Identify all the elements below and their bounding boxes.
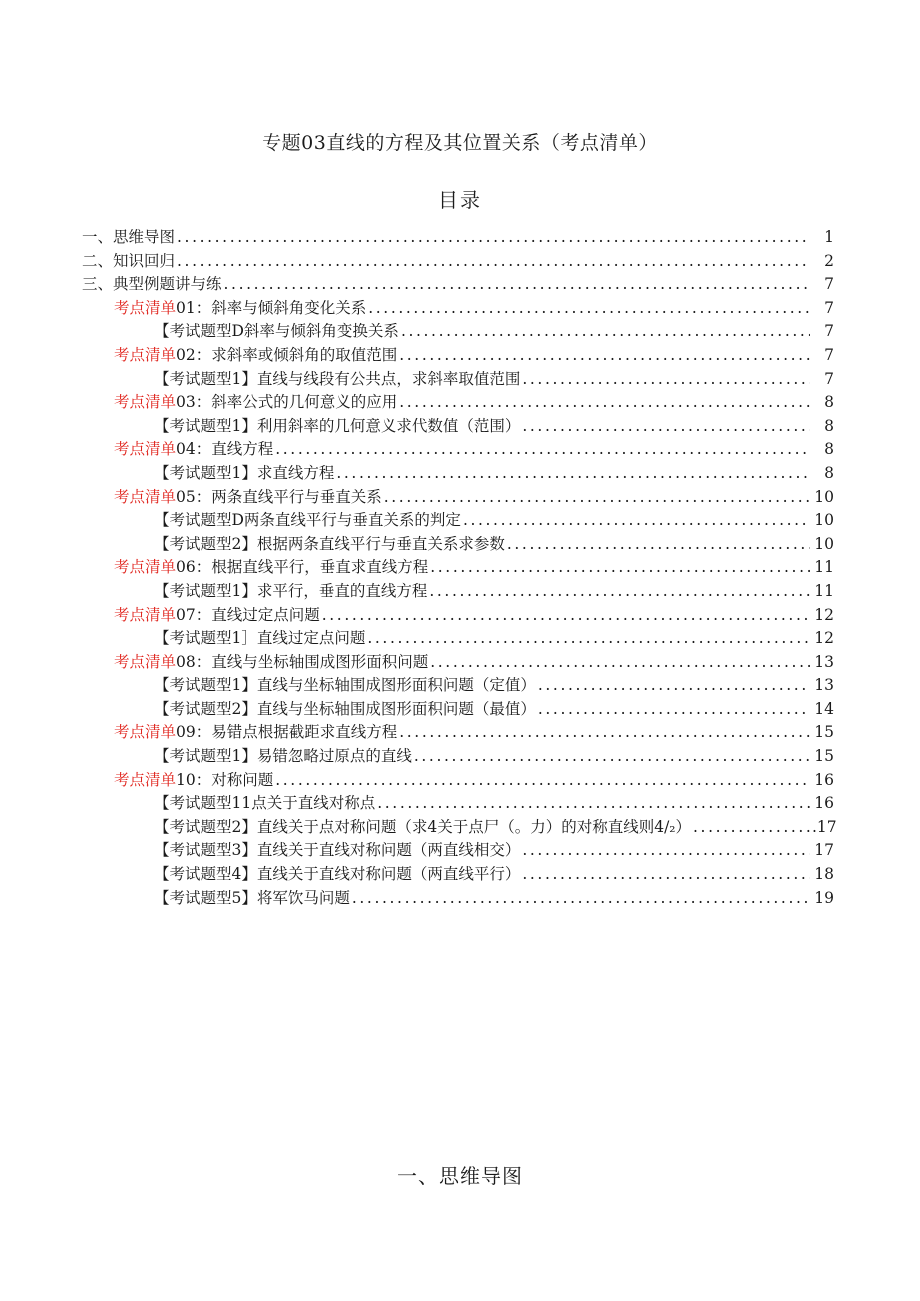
toc-page-number: 8 xyxy=(824,440,834,459)
toc-page-number: 18 xyxy=(814,865,834,884)
toc-dot-leader xyxy=(429,580,810,604)
toc-entry-label xyxy=(154,792,375,816)
toc-entry-text: 【考试题型5】将军饮马问题 xyxy=(154,888,350,907)
toc-dot-leader xyxy=(399,344,810,368)
toc-entry[interactable] xyxy=(0,533,920,557)
toc-page-number: 14 xyxy=(814,699,834,718)
toc-entry[interactable] xyxy=(0,486,920,510)
toc-entry-label xyxy=(114,344,397,368)
toc-dot-leader xyxy=(177,226,810,250)
toc-title: 目录 xyxy=(438,188,482,212)
toc-entry[interactable] xyxy=(0,297,920,321)
toc-entry[interactable] xyxy=(0,368,920,392)
toc-entry-prefix: 考点清单 xyxy=(114,770,177,789)
toc-entry-label xyxy=(114,486,382,510)
toc-entry-label xyxy=(154,627,365,651)
toc-entry-label xyxy=(154,674,536,698)
toc-entry[interactable] xyxy=(0,509,920,533)
toc-entry[interactable] xyxy=(0,816,920,840)
toc-dot-leader xyxy=(522,863,810,887)
toc-entry-prefix: 考点清单 xyxy=(114,723,177,742)
toc-entry-text: 【考试题型11点关于直线对称点 xyxy=(154,794,376,813)
toc-entry-text: 一、思维导图 xyxy=(82,228,176,246)
toc-entry[interactable] xyxy=(0,674,920,698)
toc-dot-leader xyxy=(224,273,810,297)
toc-entry[interactable] xyxy=(0,627,920,651)
toc-page-number: 10 xyxy=(814,511,834,530)
toc-page-number: 7 xyxy=(824,369,834,388)
toc-entry[interactable] xyxy=(0,438,920,462)
toc-entry-label xyxy=(82,226,175,250)
toc-dot-leader xyxy=(368,297,810,321)
toc-entry-text: 02：求斜率或倾斜角的取值范围 xyxy=(176,345,398,364)
toc-entry-label xyxy=(154,745,412,769)
toc-entry[interactable] xyxy=(0,273,920,297)
toc-entry-label xyxy=(154,368,520,392)
toc-page-number: 17 xyxy=(814,841,834,860)
toc-page-number: 12 xyxy=(814,629,834,648)
toc-entry-text: 【考试题型2】直线关于点对称问题（求4关于点尸（。力）的对称直线则4/₂） xyxy=(154,817,692,836)
toc-page-number: 7 xyxy=(824,298,834,317)
toc-page-number: 11 xyxy=(814,558,834,577)
toc-entry[interactable] xyxy=(0,745,920,769)
toc-entry[interactable] xyxy=(0,863,920,887)
toc-dot-leader xyxy=(367,627,810,651)
toc-entry-label xyxy=(154,580,427,604)
toc-entry-text: 03：斜率公式的几何意义的应用 xyxy=(176,393,398,412)
toc-entry[interactable] xyxy=(0,792,920,816)
toc-entry-text: 04：直线方程 xyxy=(176,440,274,459)
toc-entry-text: 【考试题型1】直线与线段有公共点，求斜率取值范围 xyxy=(154,369,521,388)
toc-page-number: .17 xyxy=(812,817,837,836)
toc-dot-leader xyxy=(275,769,810,793)
toc-entry-prefix: 考点清单 xyxy=(114,605,177,624)
toc-entry-text: 【考试题型1】求平行，垂直的直线方程 xyxy=(154,581,428,600)
toc-page-number: 10 xyxy=(814,534,834,553)
toc-entry-text: 【考试题型3】直线关于直线对称问题（两直线相交） xyxy=(154,841,521,860)
toc-dot-leader xyxy=(322,604,810,628)
toc-dot-leader xyxy=(275,438,810,462)
toc-dot-leader xyxy=(522,415,810,439)
toc-dot-leader xyxy=(336,462,810,486)
toc-entry-text: 三、典型例题讲与练 xyxy=(82,275,222,294)
toc-entry[interactable] xyxy=(0,698,920,722)
toc-entry-text: 09：易错点根据截距求直线方程 xyxy=(176,723,398,742)
toc-page-number: 7 xyxy=(824,275,834,294)
toc-entry-text: 【考试题型2】根据两条直线平行与垂直关系求参数 xyxy=(154,534,505,553)
toc-entry-label xyxy=(154,509,461,533)
toc-entry-label xyxy=(114,651,428,675)
toc-entry-prefix: 考点清单 xyxy=(114,393,177,412)
toc-dot-leader xyxy=(522,368,810,392)
toc-dot-leader xyxy=(522,839,810,863)
toc-dot-leader xyxy=(507,533,810,557)
toc-entry-label xyxy=(154,863,520,887)
toc-entry[interactable] xyxy=(0,887,920,911)
toc-dot-leader xyxy=(538,698,810,722)
toc-page-number: 8 xyxy=(824,393,834,412)
toc-dot-leader xyxy=(463,509,810,533)
toc-entry-label xyxy=(154,698,536,722)
toc-entry-prefix: 考点清单 xyxy=(114,440,177,459)
toc-entry-text: 01：斜率与倾斜角变化关系 xyxy=(176,298,367,317)
toc-entry-label xyxy=(114,297,366,321)
toc-entry-label xyxy=(114,721,397,745)
toc-entry-label xyxy=(114,604,320,628)
toc-dot-leader xyxy=(693,816,810,840)
toc-entry-label xyxy=(114,556,428,580)
toc-entry[interactable] xyxy=(0,462,920,486)
toc-dot-leader xyxy=(399,391,810,415)
toc-entry-text: 【考试题型1］直线过定点问题 xyxy=(154,629,366,648)
toc-entry-label xyxy=(114,391,397,415)
toc-page-number: 1 xyxy=(824,228,834,246)
toc-entry-text: 【考试题型1】易错忽略过原点的直线 xyxy=(154,747,412,766)
toc-entry-text: 【考试题型1】直线与坐标轴围成图形面积问题（定值） xyxy=(154,676,536,695)
toc-page-number: 12 xyxy=(814,605,834,624)
toc-entry[interactable] xyxy=(0,839,920,863)
toc-dot-leader xyxy=(430,556,810,580)
toc-page-number: 16 xyxy=(814,794,834,813)
toc-entry-text: 【考试题型1】利用斜率的几何意义求代数值（范围） xyxy=(154,416,521,435)
toc-entry[interactable] xyxy=(0,580,920,604)
toc-entry-prefix: 考点清单 xyxy=(114,298,177,317)
toc-dot-leader xyxy=(399,721,810,745)
toc-entry-label xyxy=(154,887,350,911)
toc-entry-text: 二、知识回归 xyxy=(82,251,176,270)
toc-page-number: 15 xyxy=(814,747,834,766)
toc-entry-label xyxy=(154,415,520,439)
toc-entry[interactable] xyxy=(0,556,920,580)
toc-entry-text: 06：根据直线平行，垂直求直线方程 xyxy=(176,558,429,577)
toc-dot-leader xyxy=(377,792,810,816)
toc-entry[interactable] xyxy=(0,604,920,628)
toc-entry-prefix: 考点清单 xyxy=(114,652,177,671)
toc-entry-label xyxy=(114,769,273,793)
toc-page-number: 8 xyxy=(824,463,834,482)
toc-entry[interactable] xyxy=(0,344,920,368)
toc-entry[interactable] xyxy=(0,320,920,344)
table-of-contents xyxy=(0,226,920,910)
toc-entry-label xyxy=(114,438,273,462)
toc-entry-label xyxy=(82,250,175,274)
section-heading: 一、思维导图 xyxy=(397,1164,523,1188)
toc-page-number: 7 xyxy=(824,322,834,341)
toc-entry-label xyxy=(154,320,399,344)
toc-entry-prefix: 考点清单 xyxy=(114,558,177,577)
document-title: 专题03直线的方程及其位置关系（考点清单） xyxy=(262,132,658,154)
toc-dot-leader xyxy=(538,674,810,698)
toc-page-number: 15 xyxy=(814,723,834,742)
toc-page-number: 16 xyxy=(814,770,834,789)
toc-entry-text: 【考试题型D斜率与倾斜角变换关系 xyxy=(154,322,399,341)
toc-dot-leader xyxy=(177,250,810,274)
toc-entry-label xyxy=(82,273,222,297)
toc-entry[interactable] xyxy=(0,226,920,250)
toc-page-number: 13 xyxy=(814,676,834,695)
toc-dot-leader xyxy=(401,320,810,344)
toc-entry-label xyxy=(154,462,334,486)
toc-entry-label xyxy=(154,839,520,863)
toc-dot-leader xyxy=(384,486,810,510)
toc-page-number: 13 xyxy=(814,652,834,671)
toc-entry-text: 【考试题型2】直线与坐标轴围成图形面积问题（最值） xyxy=(154,699,536,718)
toc-entry-label xyxy=(154,533,505,557)
toc-page-number: 10 xyxy=(814,487,834,506)
toc-entry-text: 10：对称问题 xyxy=(176,770,274,789)
toc-page-number: 8 xyxy=(824,416,834,435)
toc-entry[interactable] xyxy=(0,250,920,274)
toc-page-number: 19 xyxy=(814,888,834,907)
toc-entry[interactable] xyxy=(0,651,920,675)
toc-entry[interactable] xyxy=(0,721,920,745)
toc-dot-leader xyxy=(352,887,810,911)
toc-entry-text: 08：直线与坐标轴围成图形面积问题 xyxy=(176,652,429,671)
toc-entry[interactable] xyxy=(0,415,920,439)
toc-entry-prefix: 考点清单 xyxy=(114,345,177,364)
toc-page-number: 7 xyxy=(824,345,834,364)
toc-entry-text: 07：直线过定点问题 xyxy=(176,605,320,624)
toc-entry-prefix: 考点清单 xyxy=(114,487,177,506)
toc-entry-text: 05：两条直线平行与垂直关系 xyxy=(176,487,382,506)
toc-entry-text: 【考试题型4】直线关于直线对称问题（两直线平行） xyxy=(154,865,521,884)
toc-page-number: 2 xyxy=(824,251,834,270)
toc-entry[interactable] xyxy=(0,769,920,793)
toc-page-number: 11 xyxy=(814,581,834,600)
toc-entry[interactable] xyxy=(0,391,920,415)
toc-entry-label xyxy=(154,816,691,840)
toc-entry-text: 【考试题型D两条直线平行与垂直关系的判定 xyxy=(154,511,461,530)
toc-dot-leader xyxy=(414,745,810,769)
toc-entry-text: 【考试题型1】求直线方程 xyxy=(154,463,335,482)
toc-dot-leader xyxy=(430,651,810,675)
